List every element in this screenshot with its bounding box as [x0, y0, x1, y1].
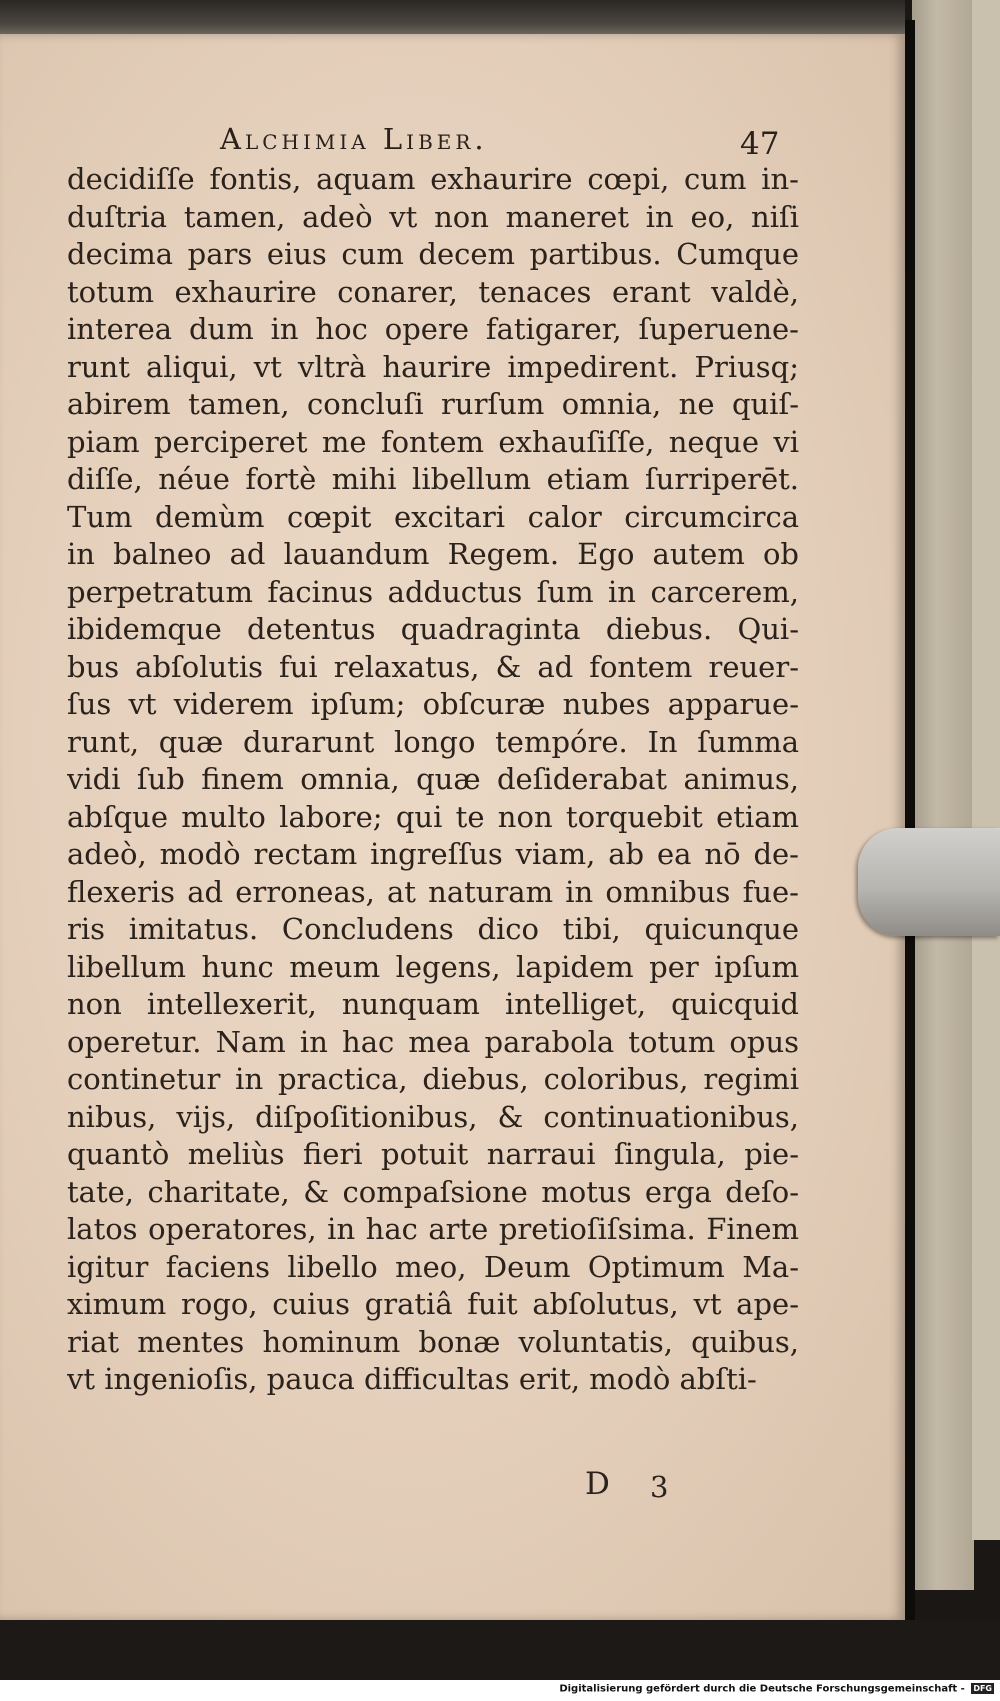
underlying-page-strip: [972, 0, 1000, 1540]
text-line: diſſe, néue fortè mihi libellum etiam ſurriperēt.: [67, 462, 799, 496]
text-line: adeò, modò rectam ingreſſus viam, ab ea nō de-: [67, 837, 799, 871]
text-line: abſque multo labore; qui te non torquebit etiam: [67, 799, 799, 834]
signature-number: 3: [650, 1470, 669, 1504]
text-line: decidiſſe fontis, aquam exhaurire cœpi, cum in-: [67, 162, 799, 196]
dfg-logo: DFG: [973, 1684, 992, 1693]
text-line: ximum rogo, cuius gratiâ fuit abſolutus, vt ape-: [67, 1287, 799, 1321]
text-line: runt aliqui, vt vltrà haurire impedirent. Priusq;: [67, 349, 799, 384]
scan-background: [0, 1620, 1000, 1680]
text-line: abirem tamen, concluſi rurſum omnia, ne quiſ-: [67, 387, 799, 421]
text-line: ſus vt viderem ipſum; obſcuræ nubes apparue-: [67, 687, 799, 721]
page-clip: [858, 828, 1000, 936]
text-line: libellum hunc meum legens, lapidem per ipſum: [67, 949, 799, 984]
text-line: perpetratum facinus adductus ſum in carcerem,: [67, 574, 799, 609]
text-line: ris imitatus. Concludens dico tibi, quicunque: [67, 912, 799, 946]
text-line: interea dum in hoc opere fatigarer, ſuperuene-: [67, 312, 799, 346]
text-line: operetur. Nam in hac mea parabola totum opus: [67, 1024, 799, 1059]
text-line: nibus, vijs, diſpoſitionibus, & continuationibus,: [67, 1099, 799, 1134]
text-line: decima pars eius cum decem partibus. Cumque: [67, 237, 799, 271]
footer-credit: [559, 1683, 994, 1695]
text-line: in balneo ad lauandum Regem. Ego autem ob: [67, 537, 799, 571]
body-text: [67, 161, 799, 1399]
text-line: quantò meliùs fieri potuit narraui ſingula, pie-: [67, 1137, 799, 1171]
text-line: continetur in practica, diebus, coloribus, regimi: [67, 1062, 799, 1096]
text-line: tate, charitate, & compaſsione motus erga deſo-: [67, 1174, 799, 1209]
text-line: latos operatores, in hac arte pretioſiſsima. Finem: [67, 1212, 799, 1246]
text-line: flexeris ad erroneas, at naturam in omnibus fue-: [67, 874, 799, 909]
text-line: ibidemque detentus quadraginta diebus. Qui-: [67, 612, 799, 646]
text-line: non intellexerit, nunquam intelliget, quicquid: [67, 987, 799, 1021]
text-line: vt ingenioſis, pauca difficultas erit, modò abſti-: [67, 1362, 757, 1396]
text-line: runt, quæ durarunt longo tempóre. In ſumma: [67, 724, 799, 759]
text-line: totum exhaurire conarer, tenaces erant valdè,: [67, 274, 799, 309]
text-line: Tum demùm cœpit excitari calor circumcirca: [67, 499, 799, 534]
book-top-edge: [0, 0, 905, 34]
text-line: piam perciperet me fontem exhauſiſſe, neque vi: [67, 424, 799, 459]
text-line: vidi ſub finem omnia, quæ deſiderabat animus,: [67, 762, 799, 796]
text-line: bus abſolutis fui relaxatus, & ad fontem reuer-: [67, 649, 799, 684]
text-line: igitur faciens libello meo, Deum Optimum Ma-: [67, 1249, 799, 1284]
text-line: duſtria tamen, adeò vt non maneret in eo, niſi: [67, 199, 799, 234]
signature-mark: D: [585, 1466, 610, 1502]
page-number: 47: [740, 126, 780, 162]
running-title: Alchimia Liber.: [220, 122, 488, 156]
footer-bar: [0, 1680, 1000, 1701]
underlying-page-edge: [912, 0, 974, 1590]
page-shadow: [905, 20, 915, 1620]
text-line: riat mentes hominum bonæ voluntatis, quibus,: [67, 1324, 799, 1359]
footer-credit-text: Digitalisierung gefördert durch die Deutsche Forschungsgemeinschaft -: [559, 1683, 965, 1695]
